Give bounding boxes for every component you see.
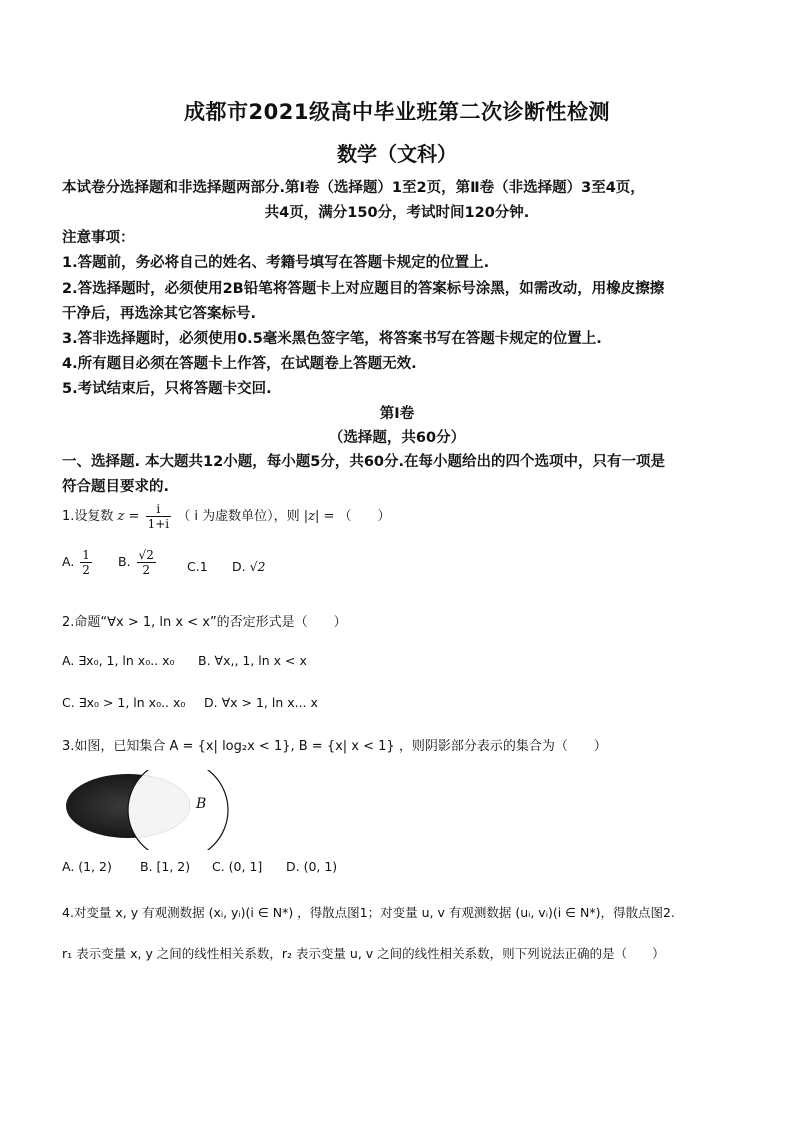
intro-line-1: 本试卷分选择题和非选择题两部分.第Ⅰ卷（选择题）1至2页，第Ⅱ卷（非选择题）3至4页， [62,180,645,196]
notes-heading: 注意事项： [62,230,135,246]
question-1-stem: 1.设复数 z = $\frac{i}{1+i}$ （ i 为虚数单位），则 |z| = （ ） [62,502,391,531]
q2-option-b: B. ∀x,, 1, ln x < x [198,653,307,668]
part1-label: 第Ⅰ卷 [379,406,415,422]
intro-line-2: 共4页，满分150分，考试时间120分钟. [264,205,530,221]
exam-subtitle: 数学（文科） [337,142,457,166]
q1-option-a: A. $\frac{1}{2}$ [62,548,90,577]
part1-instruction-1: 一、选择题. 本大题共12小题，每小题5分，共60分.在每小题给出的四个选项中，只有一项是 [62,454,666,470]
question-4-line-1: 4.对变量 x, y 有观测数据 (xᵢ, yᵢ)(i ∈ N*) ，得散点图1；对变量 u, v 有观测数据 (uᵢ, vᵢ)(i ∈ N*)，得散点图2. [62,905,675,920]
q2-option-c: C. ∃x₀ > 1, ln x₀.. x₀ [62,695,186,710]
note-item-3: 3.答非选择题时，必须使用0.5毫米黑色签字笔，将答案书写在答题卡规定的位置上. [62,331,602,347]
q3-option-b: B. [1, 2) [140,859,191,874]
question-3-stem: 3.如图，已知集合 A = {x| log₂x < 1}, B = {x| x < 1} ，则阴影部分表示的集合为（ ） [62,739,607,754]
q3-option-a: A. (1, 2) [62,859,112,874]
q1-fraction: $\frac{i}{1+i}$ [147,502,170,531]
note-item-1: 1.答题前，务必将自己的姓名、考籍号填写在答题卡规定的位置上. [62,255,490,271]
q3-option-c: C. (0, 1] [212,859,263,874]
q2-option-d: D. ∀x > 1, ln x... x [204,695,318,710]
note-item-2-cont: 干净后，再选涂其它答案标号. [62,306,257,322]
part1-sub: （选择题，共60分） [328,430,466,446]
q1-option-d: D. √2 [232,559,266,574]
venn-label-b: B [196,796,207,812]
q3-option-d: D. (0, 1) [286,859,338,874]
question-4-line-2: r₁ 表示变量 x, y 之间的线性相关系数，r₂ 表示变量 u, v 之间的线性相关系数，则下列说法正确的是（ ） [62,946,665,961]
note-item-4: 4.所有题目必须在答题卡上作答，在试题卷上答题无效. [62,356,417,372]
q1-option-c: C.1 [187,559,208,574]
exam-title: 成都市2021级高中毕业班第二次诊断性检测 [184,100,610,124]
q1-option-b: B. $\frac{√2}{2}$ [118,548,154,577]
part1-instruction-2: 符合题目要求的. [62,479,170,495]
q2-option-a: A. ∃x₀, 1, ln x₀.. x₀ [62,653,175,668]
note-item-5: 5.考试结束后，只将答题卡交回. [62,381,272,397]
question-2-stem: 2.命题“∀x > 1, ln x < x”的否定形式是（ ） [62,615,347,630]
venn-diagram [66,770,246,850]
note-item-2: 2.答选择题时，必须使用2B铅笔将答题卡上对应题目的答案标号涂黑，如需改动，用橡皮擦擦 [62,281,665,297]
